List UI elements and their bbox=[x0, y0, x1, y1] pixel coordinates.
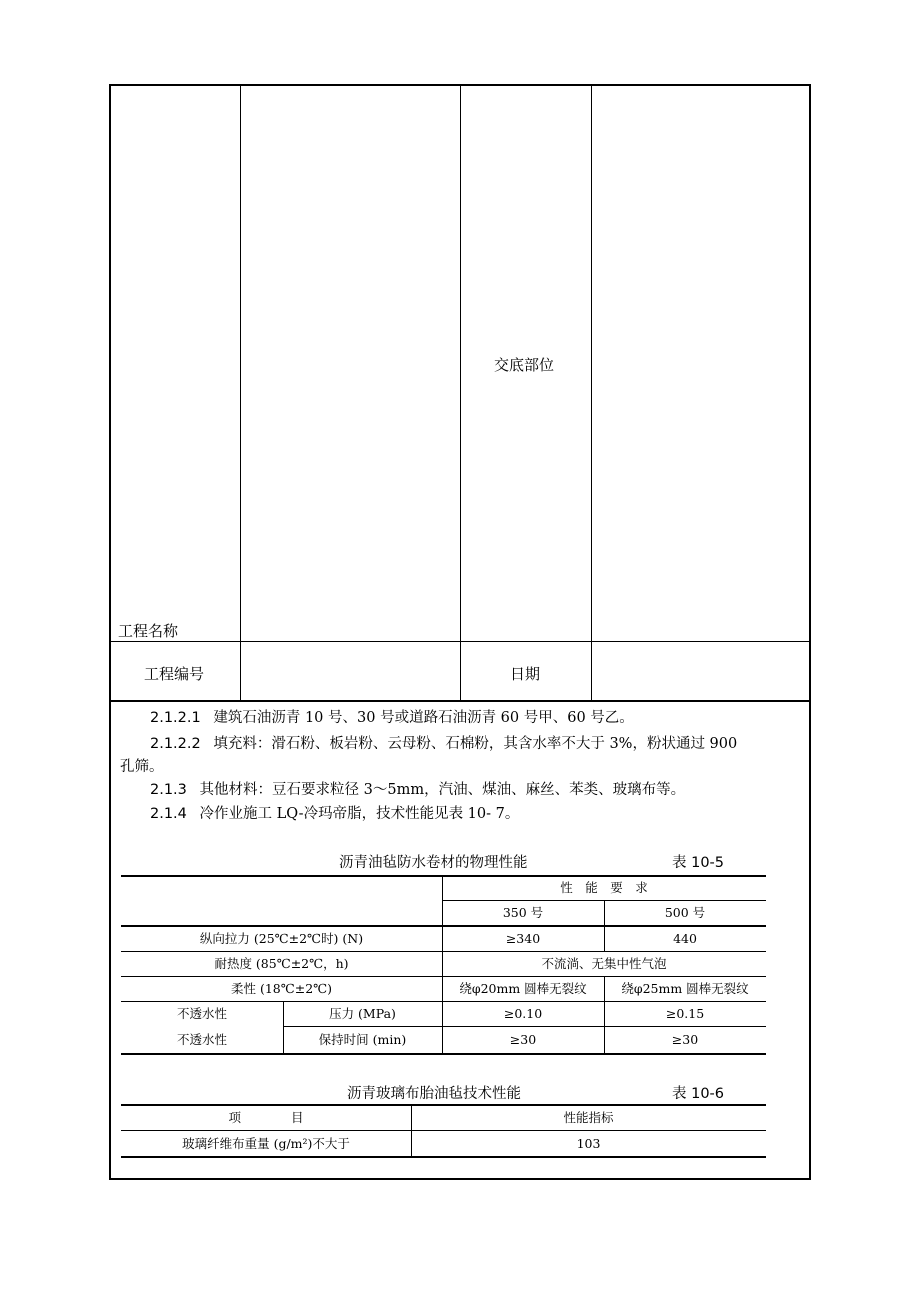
table-row-item: 不透水性 bbox=[176, 1006, 227, 1021]
table-10-6-top-border bbox=[121, 1104, 766, 1106]
table-10-6-col-value: 性能指标 bbox=[563, 1110, 614, 1125]
header-bottom-border bbox=[110, 700, 810, 702]
table-row-value: 103 bbox=[576, 1136, 601, 1151]
header-divider-3 bbox=[591, 85, 592, 702]
table-10-5-col-500: 500 号 bbox=[664, 905, 706, 920]
table-row-item: 纵向拉力 (25℃±2℃时) (N) bbox=[199, 931, 364, 946]
table-row-value-350: ≥340 bbox=[505, 931, 541, 946]
table-row-subitem: 压力 (MPa) bbox=[329, 1006, 396, 1021]
clause-number: 2.1.3 bbox=[150, 782, 187, 798]
table-10-5-title: 沥青油毡防水卷材的物理性能 bbox=[339, 855, 528, 871]
table-10-5-row-line-3 bbox=[121, 1001, 766, 1002]
table-10-5-row-line-1 bbox=[121, 951, 766, 952]
clause-number: 2.1.4 bbox=[150, 806, 187, 822]
paragraph-2-1-2-2-continued bbox=[120, 758, 164, 776]
project-name-label: 工程名称 bbox=[118, 622, 179, 640]
clause-text: 建筑石油沥青 10 号、30 号或道路石油沥青 60 号甲、60 号乙。 bbox=[213, 710, 634, 726]
paragraph-2-1-3 bbox=[150, 781, 685, 799]
table-row-item: 柔性 (18℃±2℃) bbox=[230, 981, 333, 996]
table-10-6-title: 沥青玻璃布胎油毡技术性能 bbox=[347, 1086, 521, 1102]
table-row-item: 不透水性 bbox=[176, 1032, 227, 1047]
table-row-item: 耐热度 (85℃±2℃，h) bbox=[214, 956, 349, 971]
paragraph-2-1-4 bbox=[150, 805, 519, 823]
table-row-item: 玻璃纤维布重量 (g/m²)不大于 bbox=[182, 1136, 350, 1151]
table-10-5-row-line-2 bbox=[121, 976, 766, 977]
paragraph-2-1-2-1 bbox=[150, 709, 634, 727]
header-divider-2 bbox=[460, 85, 461, 702]
table-row-value-500: ≥30 bbox=[671, 1032, 699, 1047]
clause-number: 2.1.2.2 bbox=[150, 736, 201, 752]
table-row-value-350: ≥0.10 bbox=[503, 1006, 543, 1021]
clause-text: 冷作业施工 LQ-冷玛帝脂，技术性能见表 10- 7。 bbox=[199, 806, 520, 822]
table-10-6-header-bottom bbox=[121, 1130, 766, 1131]
table-10-5-row-line-4 bbox=[283, 1026, 766, 1027]
table-row-value-500: 绕φ25mm 圆棒无裂纹 bbox=[621, 981, 749, 996]
table-10-6-col-item: 项 目 bbox=[228, 1110, 304, 1125]
table-10-5-bottom-border bbox=[121, 1053, 766, 1055]
table-row-value-merged: 不流淌、无集中性气泡 bbox=[541, 956, 667, 971]
disclosure-part-label: 交底部位 bbox=[494, 356, 555, 374]
header-row-divider bbox=[110, 641, 810, 642]
project-number-label: 工程编号 bbox=[144, 665, 205, 683]
clause-text: 填充料：滑石粉、板岩粉、云母粉、石棉粉，其含水率不大于 3%，粉状通过 900 bbox=[213, 736, 738, 752]
table-10-5-header-bottom bbox=[121, 925, 766, 927]
clause-text: 其他材料：豆石要求粒径 3～5mm，汽油、煤油、麻丝、苯类、玻璃布等。 bbox=[199, 782, 686, 798]
table-row-value-350: ≥30 bbox=[509, 1032, 537, 1047]
clause-number: 2.1.2.1 bbox=[150, 710, 201, 726]
date-label: 日期 bbox=[510, 665, 541, 683]
header-divider-1 bbox=[240, 85, 241, 702]
table-10-5-top-border bbox=[121, 875, 766, 877]
table-10-5-number: 表 10-5 bbox=[672, 855, 725, 871]
table-row-value-500: ≥0.15 bbox=[665, 1006, 705, 1021]
table-10-6-bottom-border bbox=[121, 1156, 766, 1158]
table-row-value-500: 440 bbox=[673, 931, 697, 946]
clause-text: 孔筛。 bbox=[120, 759, 164, 775]
paragraph-2-1-2-2 bbox=[150, 735, 737, 753]
table-10-5-col-350: 350 号 bbox=[502, 905, 544, 920]
table-row-value-350: 绕φ20mm 圆棒无裂纹 bbox=[459, 981, 587, 996]
table-10-5-header-group: 性 能 要 求 bbox=[560, 880, 648, 895]
table-10-6-number: 表 10-6 bbox=[672, 1086, 725, 1102]
table-row-subitem: 保持时间 (min) bbox=[318, 1032, 407, 1047]
